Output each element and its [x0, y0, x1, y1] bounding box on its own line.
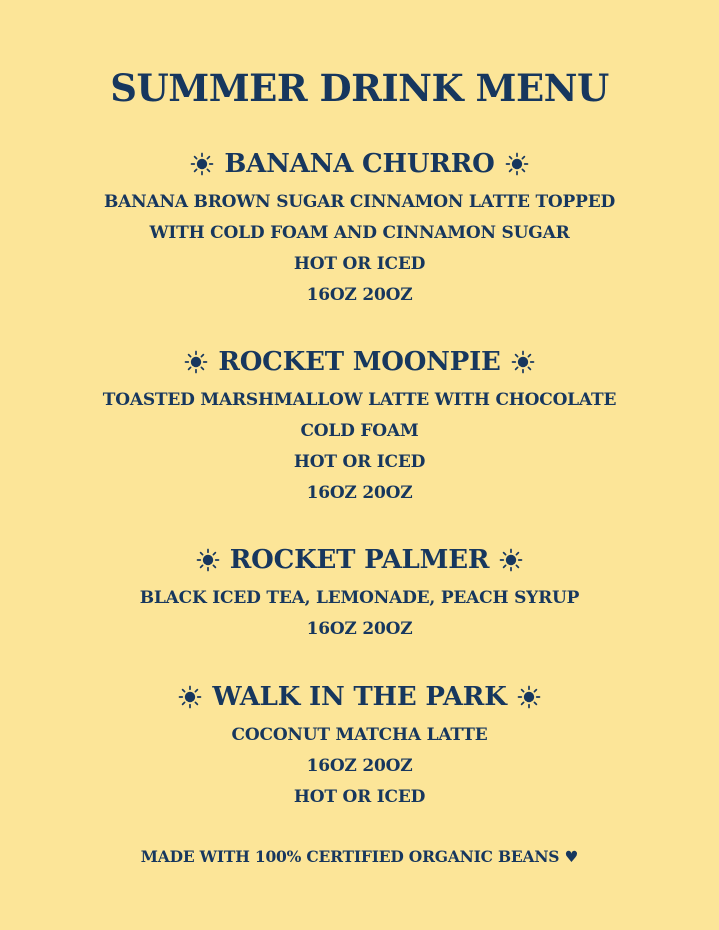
- drink-heading: [0, 146, 719, 182]
- sun-icon: [196, 548, 220, 572]
- sun-icon: [178, 685, 202, 709]
- footer-note: MADE WITH 100% CERTIFIED ORGANIC BEANS ♥: [140, 847, 579, 866]
- drink-name: WALK IN THE PARK: [212, 682, 507, 712]
- drink-walk-in-the-park: [0, 679, 719, 813]
- page-title: SUMMER DRINK MENU: [110, 66, 609, 110]
- drink-temperature: HOT OR ICED: [293, 787, 426, 807]
- drink-heading: [0, 679, 719, 715]
- drink-name: ROCKET PALMER: [229, 545, 490, 575]
- drink-temperature: HOT OR ICED: [293, 452, 426, 472]
- drink-sizes: 16OZ 20OZ: [306, 619, 413, 639]
- drink-sizes: 16OZ 20OZ: [306, 756, 413, 776]
- sun-icon: [511, 350, 535, 374]
- sun-icon: [184, 350, 208, 374]
- drink-description: TOASTED MARSHMALLOW LATTE WITH CHOCOLATE: [102, 390, 617, 410]
- drink-heading: [0, 542, 719, 578]
- drink-temperature: HOT OR ICED: [293, 254, 426, 274]
- drink-description: BANANA BROWN SUGAR CINNAMON LATTE TOPPED: [104, 192, 615, 212]
- drink-banana-churro: [0, 146, 719, 311]
- sun-icon: [517, 685, 541, 709]
- sun-icon: [505, 152, 529, 176]
- sun-icon: [499, 548, 523, 572]
- drink-rocket-palmer: [0, 542, 719, 645]
- drink-sizes: 16OZ 20OZ: [306, 483, 413, 503]
- drink-rocket-moonpie: [0, 344, 719, 509]
- drink-name: BANANA CHURRO: [224, 149, 495, 179]
- drink-sizes: 16OZ 20OZ: [306, 285, 413, 305]
- sun-icon: [190, 152, 214, 176]
- drink-description: WITH COLD FOAM AND CINNAMON SUGAR: [149, 223, 570, 243]
- drink-description: COLD FOAM: [300, 421, 419, 441]
- drink-heading: [0, 344, 719, 380]
- drink-name: ROCKET MOONPIE: [218, 347, 501, 377]
- drink-description: COCONUT MATCHA LATTE: [231, 725, 488, 745]
- drink-description: BLACK ICED TEA, LEMONADE, PEACH SYRUP: [139, 588, 580, 608]
